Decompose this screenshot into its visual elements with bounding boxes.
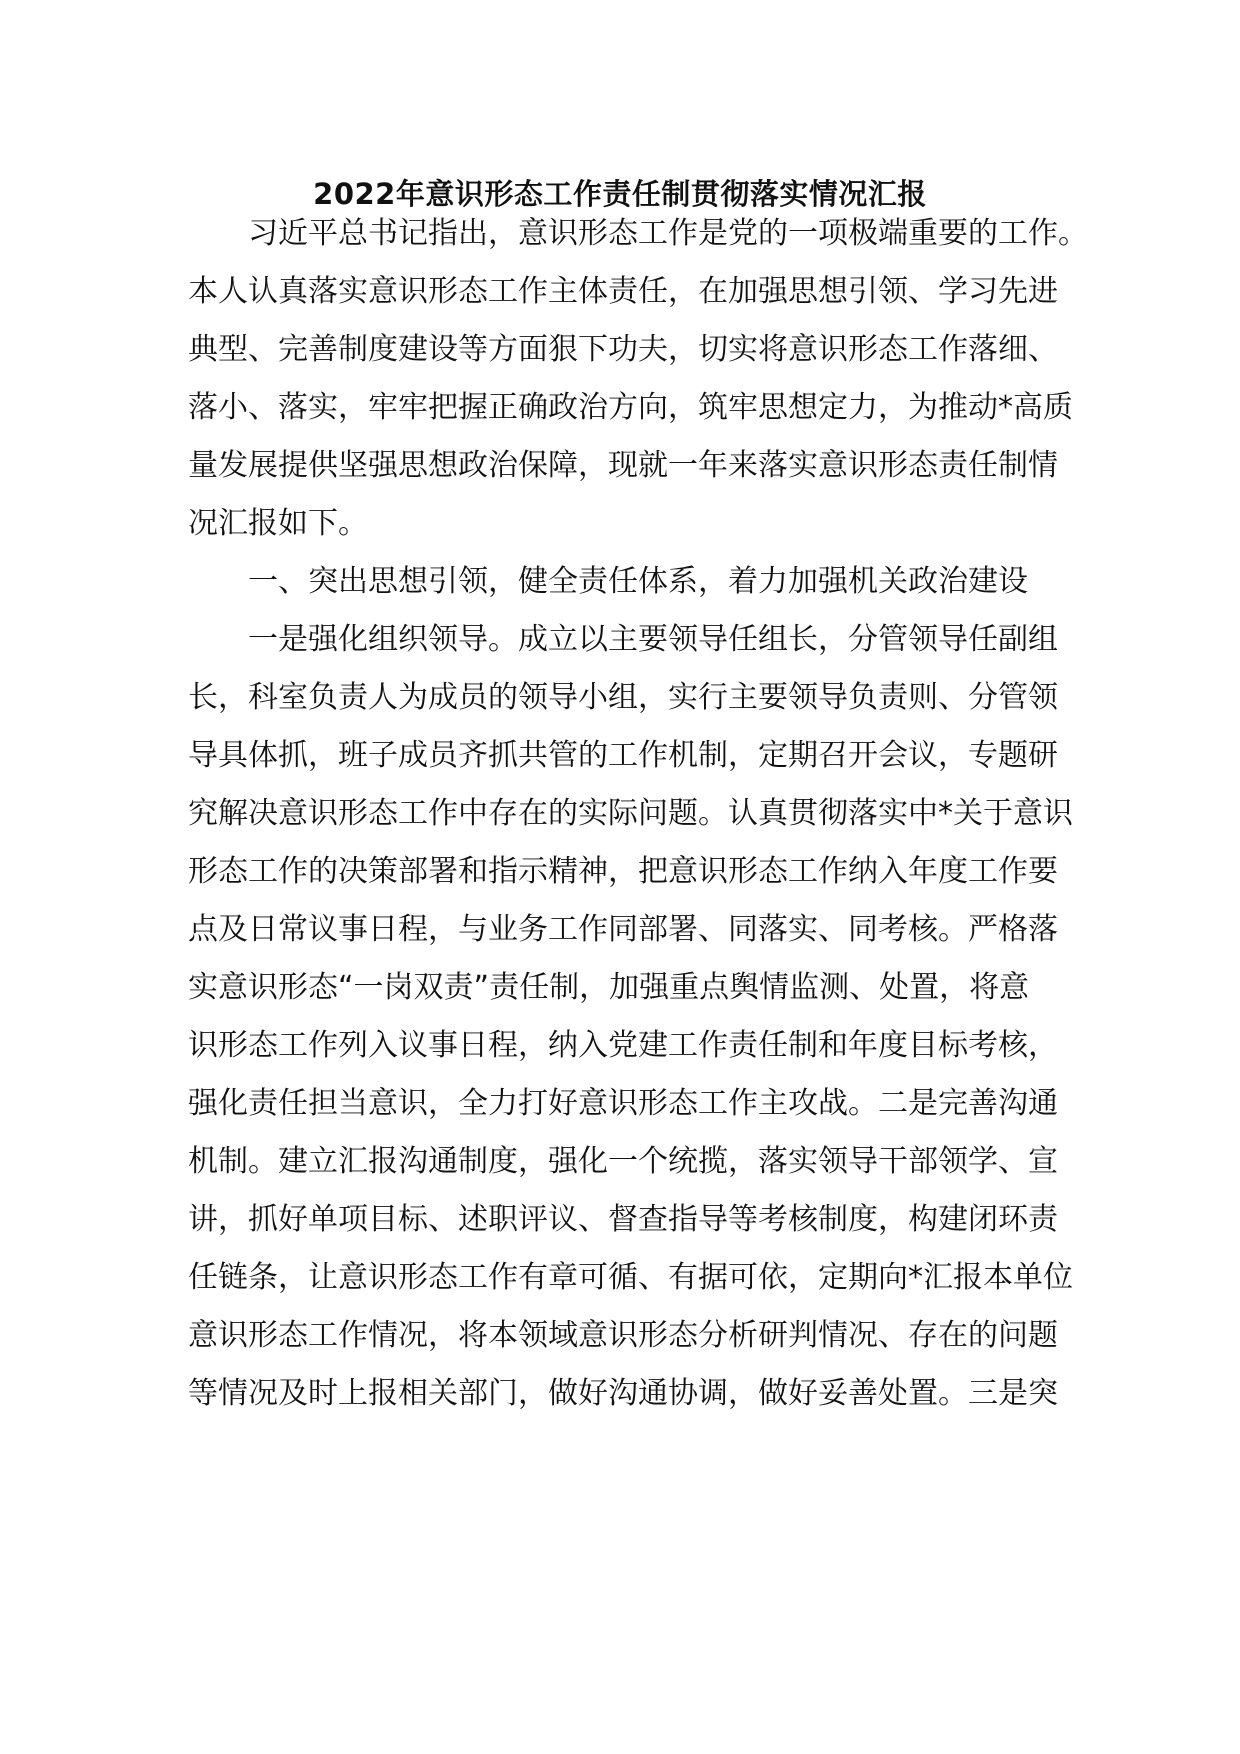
paragraph-line: 等情况及时上报相关部门，做好沟通协调，做好妥善处置。三是突 — [188, 1376, 1058, 1411]
paragraph-line: 形态工作的决策部署和指示精神，把意识形态工作纳入年度工作要 — [188, 854, 1058, 889]
paragraph-line: 典型、完善制度建设等方面狠下功夫，切实将意识形态工作落细、 — [188, 332, 1058, 367]
document-title: 2022年意识形态工作责任制贯彻落实情况汇报 — [313, 177, 927, 211]
paragraph-line: 本人认真落实意识形态工作主体责任，在加强思想引领、学习先进 — [188, 274, 1058, 309]
paragraph-line: 点及日常议事日程，与业务工作同部署、同落实、同考核。严格落 — [188, 912, 1058, 947]
paragraph-line: 讲，抓好单项目标、述职评议、督查指导等考核制度，构建闭环责 — [188, 1202, 1058, 1237]
paragraph-line: 任链条，让意识形态工作有章可循、有据可依，定期向*汇报本单位 — [188, 1260, 1073, 1295]
paragraph-line: 实意识形态“一岗双责”责任制，加强重点舆情监测、处置，将意 — [188, 970, 1030, 1005]
paragraph-line: 究解决意识形态工作中存在的实际问题。认真贯彻落实中*关于意识 — [188, 796, 1073, 831]
paragraph-line: 机制。建立汇报沟通制度，强化一个统揽，落实领导干部领学、宣 — [188, 1144, 1058, 1179]
paragraph-line: 强化责任担当意识，全力打好意识形态工作主攻战。二是完善沟通 — [188, 1086, 1058, 1121]
paragraph-line: 识形态工作列入议事日程，纳入党建工作责任制和年度目标考核， — [188, 1028, 1058, 1063]
paragraph-line: 量发展提供坚强思想政治保障，现就一年来落实意识形态责任制情 — [188, 448, 1058, 483]
section-heading: 一、突出思想引领，健全责任体系，着力加强机关政治建设 — [248, 564, 1028, 599]
paragraph-line: 落小、落实，牢牢把握正确政治方向，筑牢思想定力，为推动*高质 — [188, 390, 1073, 425]
paragraph-line: 习近平总书记指出，意识形态工作是党的一项极端重要的工作。 — [248, 216, 1088, 251]
paragraph-line: 导具体抓，班子成员齐抓共管的工作机制，定期召开会议，专题研 — [188, 738, 1058, 773]
paragraph-line: 况汇报如下。 — [188, 506, 368, 541]
paragraph-line: 长，科室负责人为成员的领导小组，实行主要领导负责则、分管领 — [188, 680, 1058, 715]
paragraph-line: 意识形态工作情况，将本领域意识形态分析研判情况、存在的问题 — [188, 1318, 1058, 1353]
paragraph-line: 一是强化组织领导。成立以主要领导任组长，分管领导任副组 — [248, 622, 1058, 657]
